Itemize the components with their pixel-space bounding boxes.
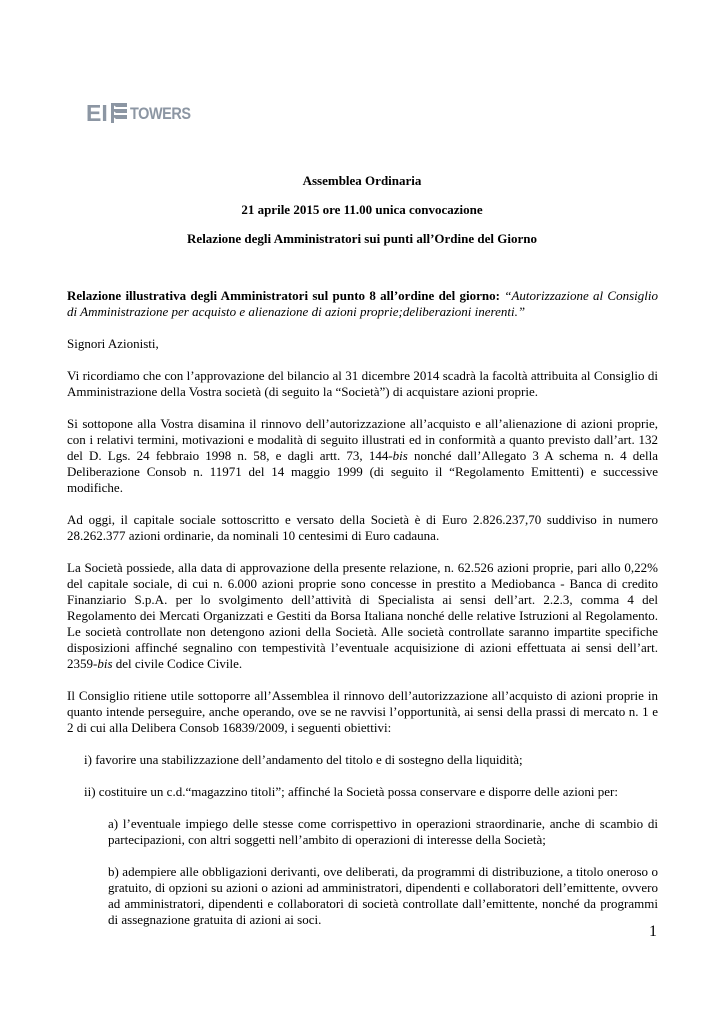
logo-name: TOWERS xyxy=(129,103,191,123)
list-item-b: b) adempiere alle obbligazioni derivanti, ove deliberati, da programmi di distribuzione, a titolo oneroso o gratuito, di opzioni su azioni o azioni ad amministratori, dipendenti e collaboratori dell’emittente, ovvero ad amministratori, dipendenti e collaboratori di società controllate dall’emittente, nonché da programmi di assegnazione gratuita di azioni ai soci. xyxy=(108,864,658,927)
paragraph-2-text-a: Si sottopone alla Vostra disamina il rinnovo dell’autorizzazione all’acquisto e all’alienazione di azioni proprie, con i relativi termini, motivazioni e modalità di seguito illustrati ed in conformità a quanto previsto dall’art. 132 del D. Lgs. 24 febbraio 1998 n. 58, e dagli artt. 73, 144- xyxy=(67,416,658,463)
paragraph-2-text-b: nonché dall’Allegato 3 A schema n. 4 della Deliberazione Consob n. 11971 del 14 maggio 1999 (di seguito il “Regolamento Emittenti) e successive modifiche. xyxy=(67,448,659,495)
report-body xyxy=(67,288,658,928)
list-item-a: a) l’eventuale impiego delle stesse come corrispettivo in operazioni straordinarie, anche di scambio di partecipazioni, con altri soggetti nell’ambito di operazioni di interesse della Società; xyxy=(108,816,658,847)
paragraph-4-bis: bis xyxy=(97,656,113,671)
list-item-i: i) favorire una stabilizzazione dell’andamento del titolo e di sostegno della liquidità; xyxy=(84,752,523,767)
list-item-ii: ii) costituire un c.d.“magazzino titoli”; affinché la Società possa conservare e disporre delle azioni per: xyxy=(84,784,618,799)
paragraph-4 xyxy=(67,560,658,672)
paragraph-3: Ad oggi, il capitale sociale sottoscritto e versato della Società è di Euro 2.826.237,70 suddiviso in numero 28.262.377 azioni ordinarie, da nominali 10 centesimi di Euro cadauna. xyxy=(67,512,658,543)
paragraph-5: Il Consiglio ritiene utile sottoporre all’Assemblea il rinnovo dell’autorizzazione all’acquisto di azioni proprie in quanto intende perseguire, anche operando, ove se ne ravvisi l’opportunità, ai sensi della prassi di mercato n. 1 e 2 di cui alla Delibera Consob 16839/2009, i seguenti obiettivi: xyxy=(67,688,658,735)
heading-italic: “Autorizzazione al Consiglio di Amministrazione per acquisto e alienazione di azioni proprie;deliberazioni inerenti.” xyxy=(67,288,658,319)
paragraph-2 xyxy=(67,416,658,496)
meeting-title: Assemblea Ordinaria xyxy=(302,173,422,188)
paragraph-1: Vi ricordiamo che con l’approvazione del bilancio al 31 dicembre 2014 scadrà la facoltà attribuita al Consiglio di Amministrazione della Vostra società (di seguito la “Società”) di acquistare azioni proprie. xyxy=(67,368,658,399)
heading-bold: Relazione illustrativa degli Amministratori sul punto 8 all’ordine del giorno: xyxy=(67,288,505,303)
paragraph-4-text-a: La Società possiede, alla data di approvazione della presente relazione, n. 62.526 azioni proprie, pari allo 0,22% del capitale sociale, di cui n. 6.000 azioni proprie sono concesse in prestito a Mediobanca - Banca di credito Finanziario S.p.A. per lo svolgimento dell’attività di Specialista ai sensi dell’art. 2.2.3, comma 4 del Regolamento dei Mercati Organizzati e Gestiti da Borsa Italiana nonché delle relative Istruzioni al Regolamento. Le società controllate non detengono azioni della Società. Alle società controllate saranno impartite specifiche disposizioni affinché segnalino con tempestività l’eventuale acquisizione di azioni effettuata ai sensi dell’art. 2359- xyxy=(67,560,658,671)
meeting-date: 21 aprile 2015 ore 11.00 unica convocazione xyxy=(241,202,483,217)
paragraph-4-text-b: del civile Codice Civile. xyxy=(112,656,243,671)
paragraph-2-bis: bis xyxy=(392,448,408,463)
item-heading xyxy=(67,288,658,320)
greeting: Signori Azionisti, xyxy=(67,336,159,351)
logo-stripes-icon xyxy=(111,103,127,123)
company-logo xyxy=(86,100,201,126)
report-subtitle: Relazione degli Amministratori sui punti all’Ordine del Giorno xyxy=(187,231,537,246)
logo-brand: EI xyxy=(86,99,108,126)
page-number: 1 xyxy=(649,923,657,940)
